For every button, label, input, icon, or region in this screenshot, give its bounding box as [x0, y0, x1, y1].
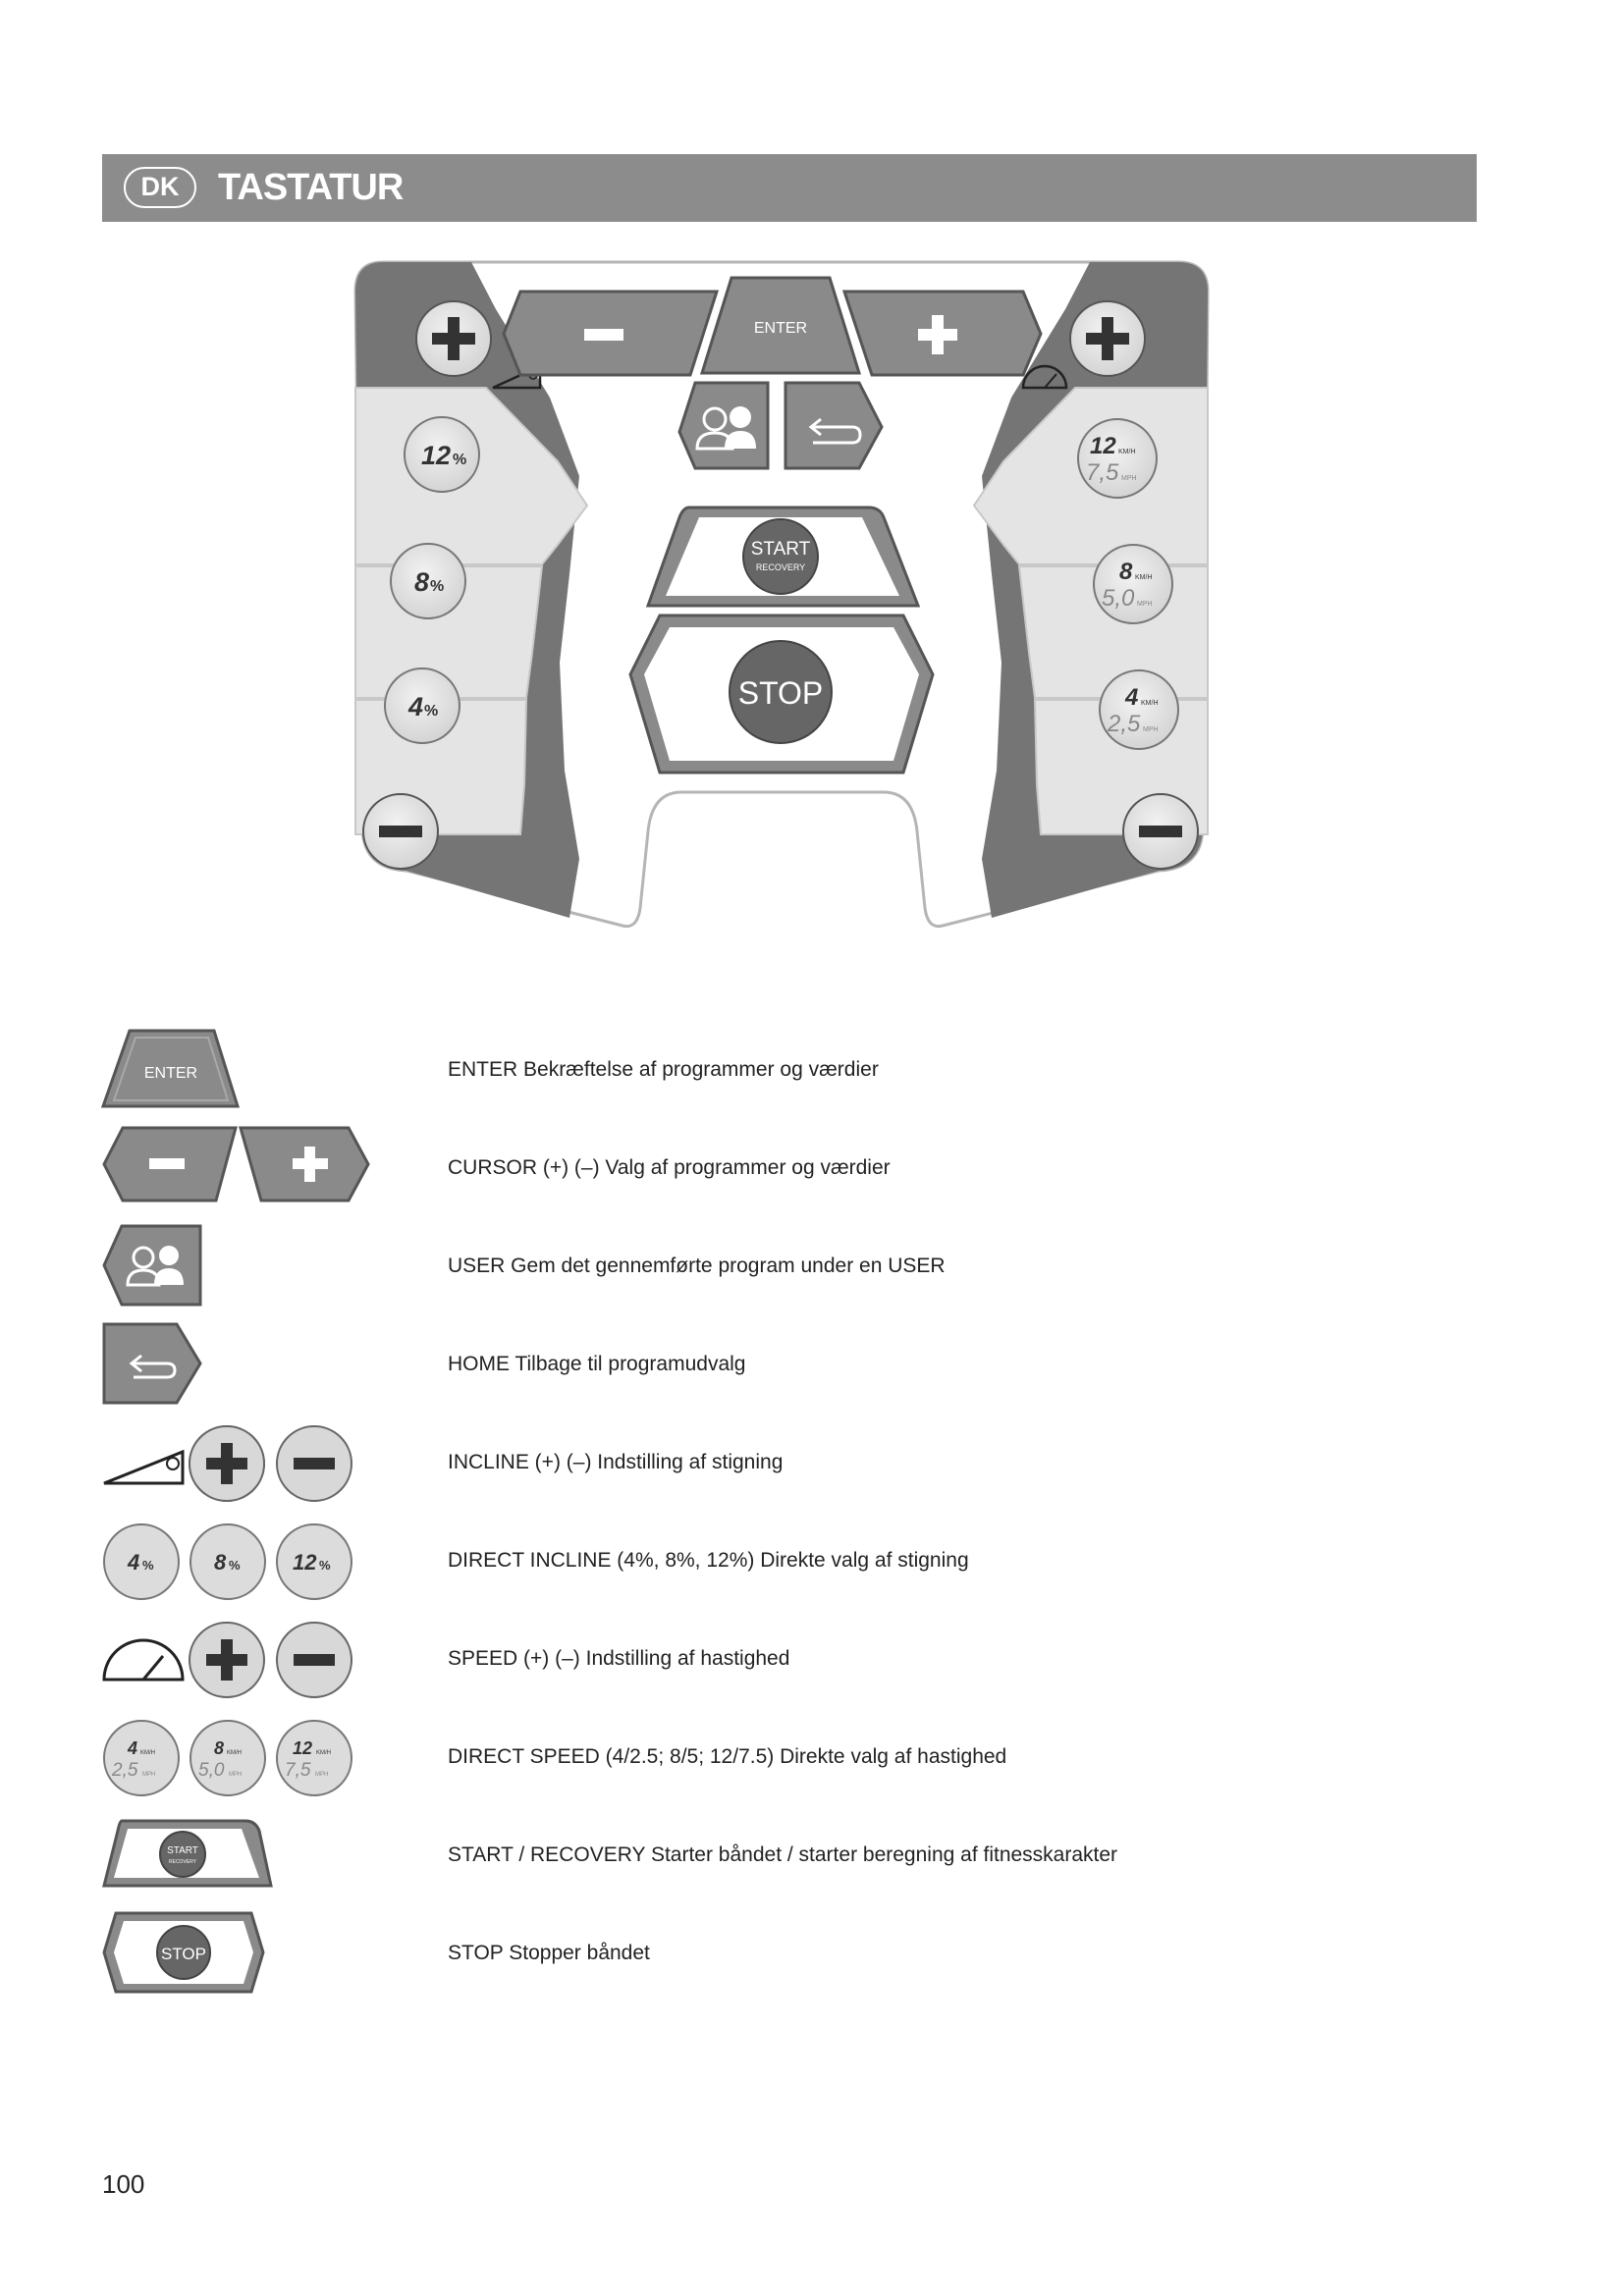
cursor-plus-button[interactable]	[844, 292, 1041, 375]
svg-text:STOP: STOP	[737, 675, 824, 711]
incline-plus-button[interactable]	[416, 301, 491, 376]
cursor-minus-button[interactable]	[504, 292, 717, 375]
svg-text:12: 12	[421, 441, 452, 470]
home-key-icon	[98, 1320, 452, 1409]
legend-text-direct-incline: DIRECT INCLINE (4%, 8%, 12%) Direkte valg af stigning	[448, 1549, 969, 1572]
legend-text-enter: ENTER Bekræftelse af programmer og værdier	[448, 1058, 879, 1081]
speed-keys-icon	[98, 1615, 452, 1703]
user-key-icon	[98, 1222, 452, 1310]
svg-text:RECOVERY: RECOVERY	[755, 562, 806, 572]
svg-text:12: 12	[293, 1550, 317, 1575]
legend-text-user: USER Gem det gennemførte program under en USER	[448, 1255, 946, 1277]
page-number: 100	[102, 2169, 145, 2199]
legend-text-direct-speed: DIRECT SPEED (4/2.5; 8/5; 12/7.5) Direkte valg af hastighed	[448, 1745, 1007, 1768]
svg-text:MPH: MPH	[229, 1772, 243, 1778]
enter-button[interactable]	[702, 278, 859, 373]
svg-text:5,0: 5,0	[198, 1760, 225, 1781]
svg-text:7,5: 7,5	[285, 1760, 311, 1781]
svg-text:2,5: 2,5	[112, 1760, 138, 1781]
svg-text:%: %	[142, 1558, 154, 1573]
legend-row-home	[98, 1320, 1375, 1409]
svg-text:%: %	[453, 452, 467, 468]
legend-row-user	[98, 1222, 1375, 1310]
country-code-badge: DK	[124, 167, 196, 208]
section-header	[102, 154, 1477, 222]
svg-text:8: 8	[214, 1550, 227, 1575]
svg-text:RECOVERY: RECOVERY	[169, 1859, 196, 1865]
svg-text:8: 8	[214, 1738, 225, 1758]
legend-row-speed	[98, 1615, 1375, 1703]
incline-minus-button[interactable]	[363, 794, 438, 869]
svg-text:KM/H: KM/H	[316, 1750, 331, 1756]
svg-text:2,5: 2,5	[1108, 711, 1141, 737]
svg-text:KM/H: KM/H	[1141, 700, 1159, 707]
legend-row-incline	[98, 1418, 1375, 1507]
svg-text:%: %	[424, 703, 439, 720]
svg-text:5,0: 5,0	[1102, 585, 1135, 612]
legend-text-start-recovery: START / RECOVERY Starter båndet / starter beregning af fitnesskarakter	[448, 1843, 1118, 1866]
svg-text:KM/H: KM/H	[1135, 574, 1153, 581]
svg-text:KM/H: KM/H	[227, 1750, 242, 1756]
section-title: TASTATUR	[218, 167, 404, 208]
svg-text:KM/H: KM/H	[1118, 449, 1136, 455]
start-recovery-button[interactable]	[648, 507, 918, 606]
svg-text:12: 12	[1090, 433, 1116, 459]
svg-text:4: 4	[408, 692, 424, 721]
svg-text:4: 4	[128, 1738, 138, 1758]
legend-text-home: HOME Tilbage til programudvalg	[448, 1353, 746, 1375]
direct-incline-keys-icon	[98, 1517, 452, 1605]
speed-12-button[interactable]	[1078, 419, 1157, 498]
incline-8-button[interactable]	[391, 544, 465, 618]
svg-text:ENTER: ENTER	[143, 1065, 198, 1082]
incline-keys-icon	[98, 1418, 452, 1507]
direct-speed-keys-icon	[98, 1713, 452, 1801]
svg-text:8: 8	[414, 567, 430, 597]
svg-text:KM/H: KM/H	[140, 1750, 155, 1756]
svg-text:STOP: STOP	[161, 1945, 206, 1963]
svg-text:12: 12	[293, 1738, 313, 1758]
start-recovery-key-icon	[98, 1811, 452, 1899]
svg-text:7,5: 7,5	[1086, 459, 1119, 486]
legend-row-direct-incline	[98, 1517, 1375, 1605]
legend-row-cursor	[98, 1124, 1375, 1212]
legend-text-speed: SPEED (+) (–) Indstilling af hastighed	[448, 1647, 790, 1670]
svg-text:4: 4	[128, 1550, 140, 1575]
enter-key-icon	[98, 1026, 452, 1114]
svg-text:MPH: MPH	[1121, 475, 1137, 482]
svg-text:MPH: MPH	[1137, 601, 1153, 608]
svg-text:MPH: MPH	[1143, 726, 1159, 733]
legend-row-enter	[98, 1026, 1375, 1114]
svg-text:%: %	[319, 1558, 331, 1573]
speed-4-button[interactable]	[1100, 670, 1178, 749]
legend-text-stop: STOP Stopper båndet	[448, 1942, 650, 1964]
legend-row-direct-speed	[98, 1713, 1375, 1801]
legend-text-cursor: CURSOR (+) (–) Valg af programmer og værdier	[448, 1156, 891, 1179]
svg-text:MPH: MPH	[315, 1772, 329, 1778]
svg-text:8: 8	[1119, 559, 1133, 585]
legend-row-stop	[98, 1909, 1375, 1998]
speed-8-button[interactable]	[1094, 545, 1172, 623]
svg-text:%: %	[430, 578, 445, 595]
speed-minus-button[interactable]	[1123, 794, 1198, 869]
svg-text:MPH: MPH	[142, 1772, 156, 1778]
svg-text:START: START	[750, 539, 811, 560]
svg-text:%: %	[229, 1558, 241, 1573]
svg-text:START: START	[167, 1845, 198, 1856]
stop-button[interactable]	[630, 615, 933, 773]
legend-row-start-recovery	[98, 1811, 1375, 1899]
legend-text-incline: INCLINE (+) (–) Indstilling af stigning	[448, 1451, 784, 1473]
svg-text:ENTER: ENTER	[753, 320, 808, 337]
user-button[interactable]	[679, 383, 768, 468]
keypad-illustration	[324, 250, 1237, 937]
speed-plus-button[interactable]	[1070, 301, 1145, 376]
svg-text:4: 4	[1125, 684, 1139, 711]
incline-12-button[interactable]	[405, 417, 479, 492]
cursor-keys-icon	[98, 1124, 452, 1212]
incline-4-button[interactable]	[385, 668, 460, 743]
home-button[interactable]	[785, 383, 882, 468]
stop-key-icon	[98, 1909, 452, 1998]
